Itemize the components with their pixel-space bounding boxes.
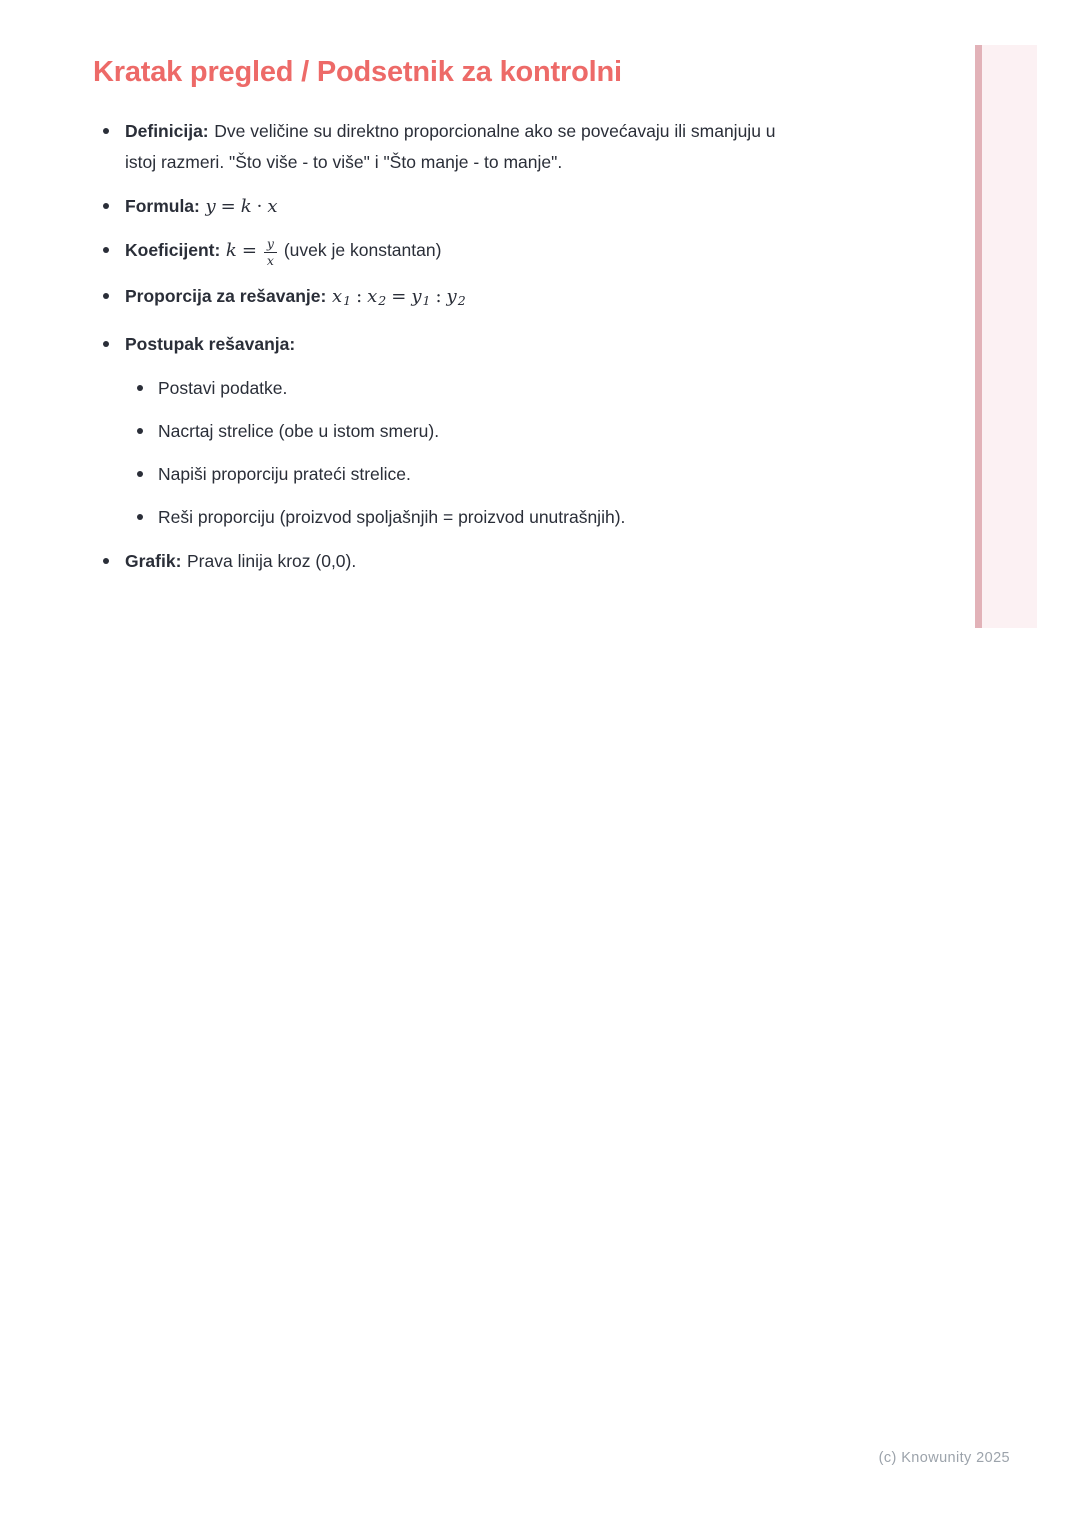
postupak-step-3 xyxy=(125,459,798,490)
proporcija-equation: x1 : x2 = y1 : y2 xyxy=(331,285,466,308)
postupak-sub-list xyxy=(125,373,798,533)
postupak-step-4-text: Reši proporciju (proizvod spoljašnjih = proizvod unutrašnjih). xyxy=(158,506,626,527)
list-item-definicija xyxy=(93,116,798,178)
postupak-step-1 xyxy=(125,373,798,404)
footer-copyright: (c) Knowunity 2025 xyxy=(878,1450,1010,1466)
list-item-formula xyxy=(93,191,798,222)
definicija-text: Dve veličine su direktno proporcionalne ako se povećavaju ili smanjuju u istoj razmeri. "Što više - to više" i "Što manje - to manje". xyxy=(125,121,776,172)
postupak-step-2-text: Nacrtaj strelice (obe u istom smeru). xyxy=(158,420,440,441)
fraction-y-over-x: $\frac{y}{x}$ xyxy=(264,237,277,268)
postupak-step-3-text: Napiši proporciju prateći strelice. xyxy=(158,463,411,484)
grafik-text: Prava linija kroz (0,0). xyxy=(187,550,357,571)
proporcija-label: Proporcija za rešavanje: xyxy=(125,285,327,306)
definicija-label: Definicija: xyxy=(125,121,209,141)
koeficijent-equation: k = $\frac{y}{x}$ xyxy=(226,240,279,261)
postupak-step-4 xyxy=(125,502,798,533)
koeficijent-label: Koeficijent: xyxy=(125,240,221,260)
postupak-step-2 xyxy=(125,416,798,447)
list-item-proporcija xyxy=(93,281,798,316)
list-item-grafik xyxy=(93,546,798,577)
formula-equation: y = k · x xyxy=(205,196,278,217)
koeficijent-note: (uvek je konstantan) xyxy=(283,240,442,260)
grafik-label: Grafik: xyxy=(125,550,182,571)
page-title: Kratak pregled / Podsetnik za kontrolni xyxy=(93,56,622,88)
postupak-step-1-text: Postavi podatke. xyxy=(158,377,288,398)
list-item-postupak xyxy=(93,329,798,533)
formula-label: Formula: xyxy=(125,196,200,216)
side-accent-bar xyxy=(975,45,1037,628)
list-item-koeficijent xyxy=(93,235,798,268)
document-page xyxy=(93,55,798,590)
summary-list xyxy=(93,116,798,577)
postupak-label: Postupak rešavanja: xyxy=(125,333,296,354)
